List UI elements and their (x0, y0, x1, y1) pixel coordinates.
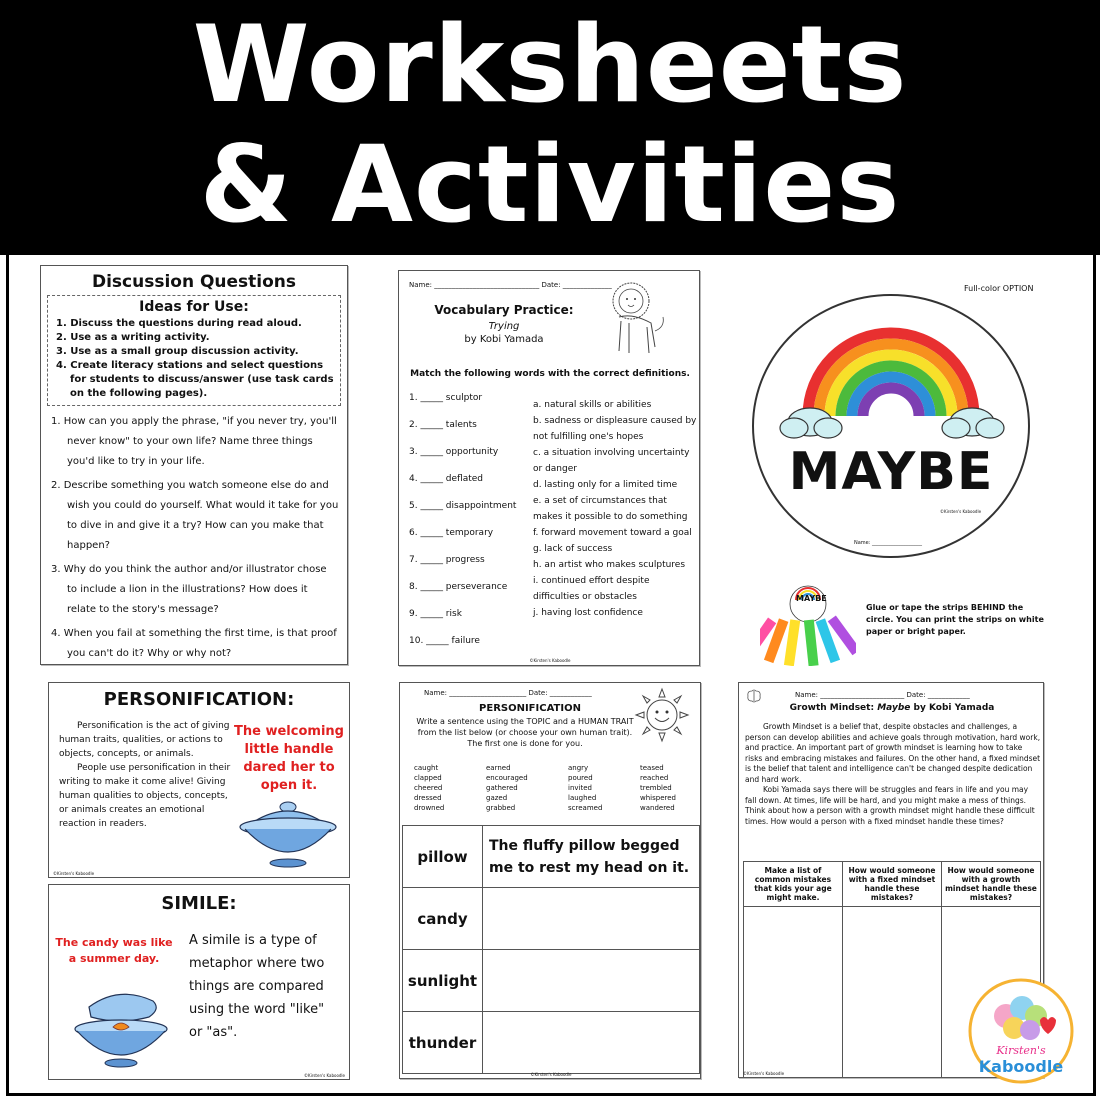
trait-word: whispered (640, 794, 676, 802)
candy-bowl-icon (69, 987, 173, 1069)
logo-badge-icon (968, 978, 1074, 1084)
vocab-word: 9. _____ risk (409, 609, 462, 619)
idea-item: 3. Use as a small group discussion activity. (56, 346, 299, 357)
vocab-word: 5. _____ disappointment (409, 501, 517, 511)
circle-name-line: Name: ____________________ (854, 540, 923, 546)
vocab-definition: h. an artist who makes sculptures (533, 560, 686, 570)
logo-line-2: Kaboodle (978, 1057, 1064, 1076)
growth-title (739, 703, 1044, 713)
question-item: 4. When you fail at something the first time, is that proof you can't do it? Why or why not? (51, 628, 337, 659)
growth-title-post: by Kobi Yamada (910, 703, 995, 713)
table-row (403, 1012, 700, 1074)
vocab-instruction: Match the following words with the correct definitions. (410, 369, 690, 379)
vocab-word: 3. _____ opportunity (409, 447, 499, 457)
trait-word: teased (640, 764, 664, 772)
ideas-title: Ideas for Use: (139, 299, 249, 315)
trait-word: poured (568, 774, 593, 782)
trait-word: gathered (486, 784, 518, 792)
card-footer: ©Kirsten's Kaboodle (303, 1073, 345, 1078)
vocab-heading (409, 303, 599, 345)
strips-preview (760, 582, 856, 666)
answer-cell (843, 907, 942, 1079)
rainbow-icon (754, 296, 1028, 556)
vocab-definition: b. sadness or displeasure caused by not fulfilling one's hopes (533, 416, 697, 442)
growth-title-italic: Maybe (877, 703, 911, 713)
personification-card (48, 682, 350, 878)
simile-example: The candy was like a summer day. (55, 936, 173, 965)
vocab-word: 8. _____ perseverance (409, 582, 508, 592)
trait-word: encouraged (486, 774, 528, 782)
trait-word: wandered (640, 804, 675, 812)
vocab-word: 6. _____ temporary (409, 528, 494, 538)
title-banner (0, 0, 1100, 255)
simile-body: A simile is a type of metaphor where two things are compared using the word "like" or "as". (189, 933, 325, 1040)
trait-word: angry (568, 764, 589, 772)
trait-word: trembled (640, 784, 672, 792)
sentence-cell (483, 1012, 700, 1074)
vocabulary-practice-card (398, 270, 700, 666)
vocab-definition: d. lasting only for a limited time (533, 480, 678, 490)
sentence-cell (483, 950, 700, 1012)
card-footer: ©Kirsten's Kaboodle (530, 1072, 572, 1077)
question-item: 1. How can you apply the phrase, "if you never try, you'll never know" to your own life? Name three things you'd like to try in your life. (51, 416, 337, 467)
maybe-circle (752, 294, 1030, 558)
topic-word: candy (403, 888, 483, 950)
idea-item: 1. Discuss the questions during read aloud. (56, 318, 302, 329)
banner-line-2: & Activities (199, 123, 901, 246)
trait-word: dressed (414, 794, 442, 802)
card-footer: ©Kirsten's Kaboodle (529, 658, 571, 663)
trait-word: gazed (486, 794, 508, 802)
full-color-label: Full-color OPTION (964, 284, 1034, 293)
vocab-definition: e. a set of circumstances that makes it possible to do something (533, 496, 688, 522)
trait-word: caught (414, 764, 439, 772)
personification-title: PERSONIFICATION: (103, 689, 295, 710)
banner-line-1: Worksheets (192, 3, 908, 126)
vocab-word: 10. _____ failure (409, 636, 480, 646)
topic-word: sunlight (403, 950, 483, 1012)
idea-item: 4. Create literacy stations and select questions for students to discuss/answer (use task cards on the following pages). (56, 360, 334, 399)
vocab-title: Vocabulary Practice: (434, 303, 574, 317)
idea-item: 2. Use as a writing activity. (56, 332, 210, 343)
vocab-definition: j. having lost confidence (533, 608, 643, 618)
column-header: How would someone with a growth mindset handle these mistakes? (942, 862, 1041, 907)
trait-word: screamed (568, 804, 603, 812)
ideas-for-use-box (47, 295, 341, 406)
personification-para: Personification is the act of giving human traits, qualities, or actions to objects, concepts, or animals. (59, 721, 230, 759)
growth-title-pre: Growth Mindset: (789, 703, 878, 713)
vocab-definition: c. a situation involving uncertainty or danger (533, 448, 690, 474)
personification-table (402, 825, 700, 1074)
circle-credit: ©Kirsten's Kaboodle (940, 509, 982, 514)
strips-maybe-word: MAYBE (796, 594, 827, 603)
simile-title: SIMILE: (161, 893, 237, 914)
trait-word: drowned (414, 804, 445, 812)
topic-word: pillow (403, 826, 483, 888)
trait-word: clapped (414, 774, 442, 782)
kirstens-kaboodle-logo (968, 978, 1074, 1084)
vocab-word: 1. _____ sculptor (409, 393, 483, 403)
brain-icon (745, 689, 763, 703)
name-date-line: Name: ______________________ Date: ____________ (424, 689, 592, 697)
trait-word: invited (568, 784, 592, 792)
vocab-definition: f. forward movement toward a goal (533, 528, 692, 538)
table-row (403, 950, 700, 1012)
answer-cell (744, 907, 843, 1079)
personification-example: The welcoming little handle dared her to open it. (234, 724, 344, 793)
worksheet-instruction: Write a sentence using the TOPIC and a HUMAN TRAIT from the list below (or choose your own human trait). The first one is done for you. (416, 717, 634, 748)
discussion-questions-card (40, 265, 348, 665)
vocab-author: by Kobi Yamada (464, 334, 544, 345)
vocab-definition: i. continued effort despite difficulties or obstacles (533, 576, 650, 602)
logo-line-1: Kirsten's (996, 1044, 1046, 1057)
growth-para: Kobi Yamada says there will be struggles and fears in life and you may fall down. At times, life will be hard, and you might make a mess of things. Think about how a person with a growth mindset might handle these difficult times. How would a person with a fixed mindset handle these times? (745, 785, 1035, 826)
table-row (403, 826, 700, 888)
vocab-word: 7. _____ progress (409, 555, 485, 565)
growth-para: Growth Mindset is a belief that, despite obstacles and challenges, a person can develop abilities and achieve goals through motivation, hard work, and practice. An important part of growth mindset is learning how to take risks and embracing mistakes and failures. On the other hand, a fixed mindset is the belief that talent and intelligence can't be changed despite dedication and hard work. (745, 722, 1041, 784)
glue-instructions: Glue or tape the strips BEHIND the circle. You can print the strips on white paper or bright paper. (866, 603, 1044, 636)
personification-worksheet (399, 682, 701, 1079)
lion-icon (599, 277, 669, 361)
topic-word: thunder (403, 1012, 483, 1074)
discussion-title: Discussion Questions (91, 272, 297, 292)
simile-card (48, 884, 350, 1080)
vocab-definition: g. lack of success (533, 544, 613, 554)
trait-word: reached (640, 774, 669, 782)
sentence-cell: The fluffy pillow begged me to rest my head on it. (483, 826, 700, 888)
name-date-line: Name: ______________________________ Date: ______________ (409, 281, 612, 289)
worksheet-title: PERSONIFICATION (479, 703, 581, 714)
question-item: 3. Why do you think the author and/or illustrator chose to include a lion in the illustrations? How does it relate to the story's message? (51, 564, 327, 615)
sentence-cell (483, 888, 700, 950)
trait-word: earned (486, 764, 511, 772)
table-header-row (744, 862, 1041, 907)
column-header: Make a list of common mistakes that kids your age might make. (744, 862, 843, 907)
smiling-sun-icon (634, 687, 690, 743)
trait-word: cheered (414, 784, 443, 792)
card-footer: ©Kirsten's Kaboodle (743, 1071, 785, 1076)
question-item: 2. Describe something you watch someone else do and wish you could do yourself. What would it take for you to dive in and give it a try? How can you make that happen? (51, 480, 339, 551)
trait-word: laughed (568, 794, 597, 802)
trait-word: grabbed (486, 804, 516, 812)
maybe-word: MAYBE (788, 442, 994, 502)
table-row (403, 888, 700, 950)
column-header: How would someone with a fixed mindset handle these mistakes? (843, 862, 942, 907)
personification-para: People use personification in their writing to make it come alive! Giving human qualities to objects, concepts, or animals creates an emotional reaction in readers. (59, 763, 231, 829)
growth-body (745, 722, 1041, 827)
vocab-word: 4. _____ deflated (409, 474, 484, 484)
covered-bowl-icon (235, 795, 341, 869)
vocab-subtitle: Trying (488, 321, 520, 332)
card-footer: ©Kirsten's Kaboodle (53, 871, 95, 876)
vocab-word: 2. _____ talents (409, 420, 477, 430)
vocab-definition: a. natural skills or abilities (533, 400, 652, 410)
name-date-line: Name: ________________________ Date: ____________ (795, 691, 970, 699)
personification-body (59, 719, 237, 831)
